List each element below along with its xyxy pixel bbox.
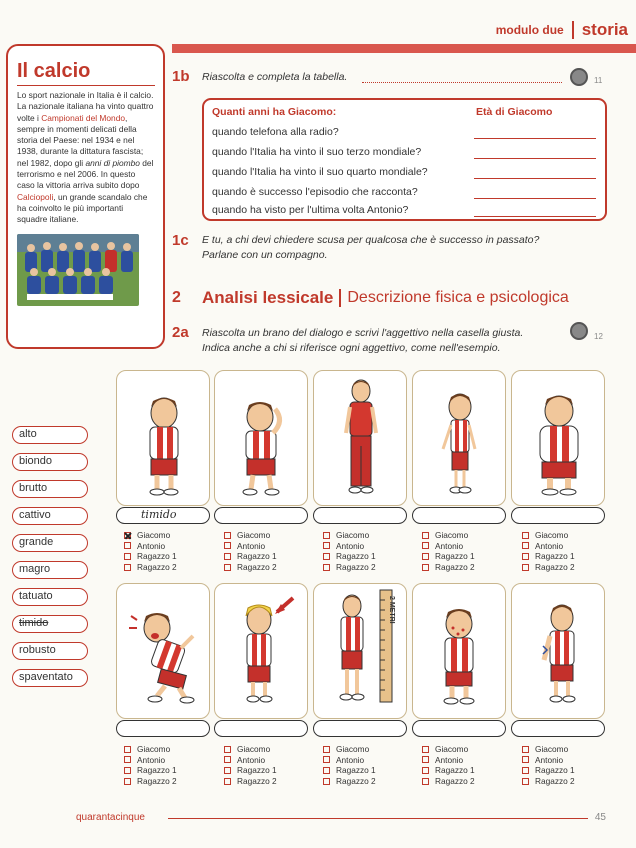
option-giacomo[interactable]: Giacomo [422, 744, 475, 755]
checkbox[interactable] [422, 553, 429, 560]
ex1b-instruction: Riascolta e completa la tabella. [202, 71, 348, 83]
checkbox[interactable] [422, 767, 429, 774]
option-ragazzo-1[interactable]: Ragazzo 1 [124, 765, 177, 776]
ex2a-number: 2a [172, 324, 189, 341]
page-number: 45 [594, 812, 606, 823]
checkbox[interactable] [522, 756, 529, 763]
boy-card [511, 370, 605, 506]
boy-card [116, 370, 210, 506]
checkbox[interactable] [224, 756, 231, 763]
answer-box[interactable] [214, 720, 308, 737]
option-ragazzo-2[interactable]: Ragazzo 2 [522, 776, 575, 787]
section2-number: 2 [172, 289, 181, 306]
checkbox[interactable] [323, 756, 330, 763]
word-tag[interactable]: brutto [12, 480, 88, 498]
option-ragazzo-1[interactable]: Ragazzo 1 [224, 551, 277, 562]
option-ragazzo-2[interactable]: Ragazzo 2 [124, 776, 177, 787]
option-ragazzo-2[interactable]: Ragazzo 2 [422, 776, 475, 787]
checkbox-checked[interactable] [124, 532, 131, 539]
shy-boy-illustration [117, 371, 211, 507]
track-number-11: 11 [594, 76, 603, 85]
team-photo [17, 234, 139, 306]
option-group [522, 530, 575, 572]
header-separator [572, 21, 574, 39]
track-number-12: 12 [594, 332, 603, 341]
checkbox[interactable] [522, 746, 529, 753]
section2-separator [339, 289, 341, 307]
checkbox[interactable] [224, 767, 231, 774]
option-ragazzo-2[interactable]: Ragazzo 2 [323, 776, 376, 787]
option-giacomo[interactable]: Giacomo [323, 530, 376, 541]
table-row: quando l'Italia ha vinto il suo quarto mondiale? [212, 166, 428, 178]
checkbox[interactable] [522, 767, 529, 774]
option-giacomo[interactable]: Giacomo [224, 744, 277, 755]
option-ragazzo-1[interactable]: Ragazzo 1 [422, 551, 475, 562]
checkbox[interactable] [124, 778, 131, 785]
option-giacomo[interactable]: Giacomo [323, 744, 376, 755]
option-antonio[interactable]: Antonio [422, 541, 475, 552]
answer-box[interactable] [116, 720, 210, 737]
boy-card [214, 370, 308, 506]
boy-card [116, 583, 210, 719]
checkbox[interactable] [323, 553, 330, 560]
option-group [323, 744, 376, 786]
checkbox[interactable] [323, 746, 330, 753]
section-label: storia [581, 20, 628, 39]
ex1b-table [202, 98, 607, 221]
boy-card [313, 370, 407, 506]
option-antonio[interactable]: Antonio [323, 755, 376, 766]
option-antonio[interactable]: Antonio [224, 755, 277, 766]
checkbox[interactable] [323, 542, 330, 549]
option-ragazzo-2[interactable]: Ragazzo 2 [124, 562, 177, 573]
word-tag[interactable]: tatuato [12, 588, 88, 606]
answer-box[interactable] [214, 507, 308, 524]
option-giacomo[interactable]: Giacomo [124, 530, 177, 541]
word-tag[interactable]: magro [12, 561, 88, 579]
word-tag[interactable]: spaventato [12, 669, 88, 687]
checkbox[interactable] [124, 756, 131, 763]
option-ragazzo-1[interactable]: Ragazzo 1 [323, 765, 376, 776]
section2-subtitle: Descrizione fisica e psicologica [347, 289, 569, 306]
checkbox[interactable] [224, 542, 231, 549]
option-giacomo[interactable]: Giacomo [422, 530, 475, 541]
module-label: modulo due [495, 23, 564, 37]
checkbox[interactable] [323, 564, 330, 571]
word-tag-used[interactable]: timido [12, 615, 88, 633]
boy-card [214, 583, 308, 719]
answer-box[interactable] [412, 507, 506, 524]
boy-scratching-head-illustration [215, 371, 309, 507]
answer-blank[interactable] [474, 138, 596, 139]
answer-box[interactable] [511, 507, 605, 524]
option-ragazzo-2[interactable]: Ragazzo 2 [323, 562, 376, 573]
checkbox[interactable] [323, 778, 330, 785]
option-group [124, 744, 177, 786]
ex2a-instruction: Riascolta un brano del dialogo e scrivi l'aggettivo nella casella giusta. Indica anche a chi si riferisce ogni aggettivo, come nell'esempio. [202, 327, 524, 354]
option-antonio[interactable]: Antonio [124, 755, 177, 766]
audio-cd-icon[interactable] [570, 322, 588, 340]
option-ragazzo-1[interactable]: Ragazzo 1 [224, 765, 277, 776]
option-group [224, 744, 277, 786]
ex1b-number: 1b [172, 68, 190, 85]
option-group [422, 530, 475, 572]
option-antonio[interactable]: Antonio [522, 755, 575, 766]
ugly-boy-illustration [413, 584, 507, 714]
checkbox[interactable] [522, 553, 529, 560]
option-ragazzo-1[interactable]: Ragazzo 1 [323, 551, 376, 562]
header-bar [172, 44, 636, 53]
checkbox[interactable] [422, 542, 429, 549]
option-antonio[interactable]: Antonio [323, 541, 376, 552]
option-ragazzo-2[interactable]: Ragazzo 2 [422, 562, 475, 573]
word-tag[interactable]: cattivo [12, 507, 88, 525]
ex1b-dotline [362, 82, 562, 83]
checkbox[interactable] [422, 778, 429, 785]
checkbox[interactable] [522, 542, 529, 549]
checkbox[interactable] [124, 542, 131, 549]
option-giacomo[interactable]: Giacomo [224, 530, 277, 541]
checkbox[interactable] [323, 532, 330, 539]
answer-box[interactable] [313, 507, 407, 524]
answer-box[interactable] [412, 720, 506, 737]
option-ragazzo-2[interactable]: Ragazzo 2 [224, 776, 277, 787]
checkbox[interactable] [124, 564, 131, 571]
option-giacomo[interactable]: Giacomo [522, 744, 575, 755]
checkbox[interactable] [422, 756, 429, 763]
checkbox[interactable] [522, 778, 529, 785]
section2-title: Analisi lessicale [202, 288, 334, 307]
option-ragazzo-1[interactable]: Ragazzo 1 [124, 551, 177, 562]
calcio-title: Il calcio [17, 60, 155, 86]
answer-blank[interactable] [474, 198, 596, 199]
table-row: quando è successo l'episodio che racconta? [212, 186, 418, 198]
checkbox[interactable] [522, 532, 529, 539]
section2-heading [172, 288, 569, 308]
boy-card [511, 583, 605, 719]
boy-card [412, 583, 506, 719]
option-ragazzo-1[interactable]: Ragazzo 1 [522, 765, 575, 776]
checkbox[interactable] [224, 778, 231, 785]
ex1c-text: E tu, a chi devi chiedere scusa per qualcosa che è successo in passato? Parlane con un compagno. [202, 234, 540, 261]
tall-boy-illustration [314, 371, 408, 507]
page-header [496, 14, 628, 46]
option-group [224, 530, 277, 572]
word-tag[interactable]: alto [12, 426, 88, 444]
ex1c-number: 1c [172, 232, 189, 249]
audio-cd-icon[interactable] [570, 68, 588, 86]
blond-boy-illustration [215, 584, 309, 714]
checkbox[interactable] [124, 746, 131, 753]
thin-boy-illustration [413, 371, 507, 507]
answer-blank[interactable] [474, 216, 596, 217]
table-row: quando telefona alla radio? [212, 126, 339, 138]
option-ragazzo-1[interactable]: Ragazzo 1 [522, 551, 575, 562]
checkbox[interactable] [522, 564, 529, 571]
option-antonio[interactable]: Antonio [224, 541, 277, 552]
answer-box[interactable] [313, 720, 407, 737]
checkbox[interactable] [422, 746, 429, 753]
tattooed-boy-illustration [512, 584, 606, 714]
word-tag[interactable]: biondo [12, 453, 88, 471]
option-giacomo[interactable]: Giacomo [522, 530, 575, 541]
checkbox[interactable] [224, 564, 231, 571]
footer-page-word: quarantacinque [76, 812, 145, 823]
boy-card [313, 583, 407, 719]
checkbox[interactable] [224, 553, 231, 560]
word-tag[interactable]: grande [12, 534, 88, 552]
option-group [422, 744, 475, 786]
table-header-age: Età di Giacomo [476, 106, 553, 118]
table-header-question: Quanti anni ha Giacomo: [212, 106, 337, 118]
option-group [323, 530, 376, 572]
boy-card [412, 370, 506, 506]
checkbox[interactable] [422, 564, 429, 571]
option-group [124, 530, 177, 572]
answer-blank[interactable] [474, 178, 596, 179]
option-giacomo[interactable]: Giacomo [124, 744, 177, 755]
answer-box[interactable] [511, 720, 605, 737]
footer-line [168, 818, 588, 819]
checkbox[interactable] [323, 767, 330, 774]
calcio-box [6, 44, 165, 349]
checkbox[interactable] [124, 553, 131, 560]
ruler-label: 2 METRI [388, 596, 395, 624]
checkbox[interactable] [422, 532, 429, 539]
option-antonio[interactable]: Antonio [124, 541, 177, 552]
big-boy-illustration [512, 371, 606, 507]
option-antonio[interactable]: Antonio [522, 541, 575, 552]
scared-boy-illustration [117, 584, 211, 714]
option-antonio[interactable]: Antonio [422, 755, 475, 766]
option-group [522, 744, 575, 786]
boy-with-ruler-illustration [314, 584, 408, 714]
table-row: quando l'Italia ha vinto il suo terzo mondiale? [212, 146, 422, 158]
option-ragazzo-2[interactable]: Ragazzo 2 [522, 562, 575, 573]
option-ragazzo-1[interactable]: Ragazzo 1 [422, 765, 475, 776]
option-ragazzo-2[interactable]: Ragazzo 2 [224, 562, 277, 573]
checkbox[interactable] [224, 746, 231, 753]
checkbox[interactable] [124, 767, 131, 774]
word-tag[interactable]: robusto [12, 642, 88, 660]
table-row: quando ha visto per l'ultima volta Antonio? [212, 204, 409, 216]
checkbox[interactable] [224, 532, 231, 539]
calcio-text: Lo sport nazionale in Italia è il calcio. La nazionale italiana ha vinto quattro volte i Campionati del Mondo, sempre in momenti delicati della storia del Paese: nel 1934 e nel 1938, durante la dittatura fascista; nel 1982, dopo gli anni di piombo del terrorismo e nel 2006. In questo caso la vittoria arriva subito dopo Calciopoli, un grande scandalo che ha coinvolto le più importanti squadre italiane. [17, 90, 154, 225]
answer-blank[interactable] [474, 158, 596, 159]
answer-box[interactable]: timido [116, 507, 210, 524]
